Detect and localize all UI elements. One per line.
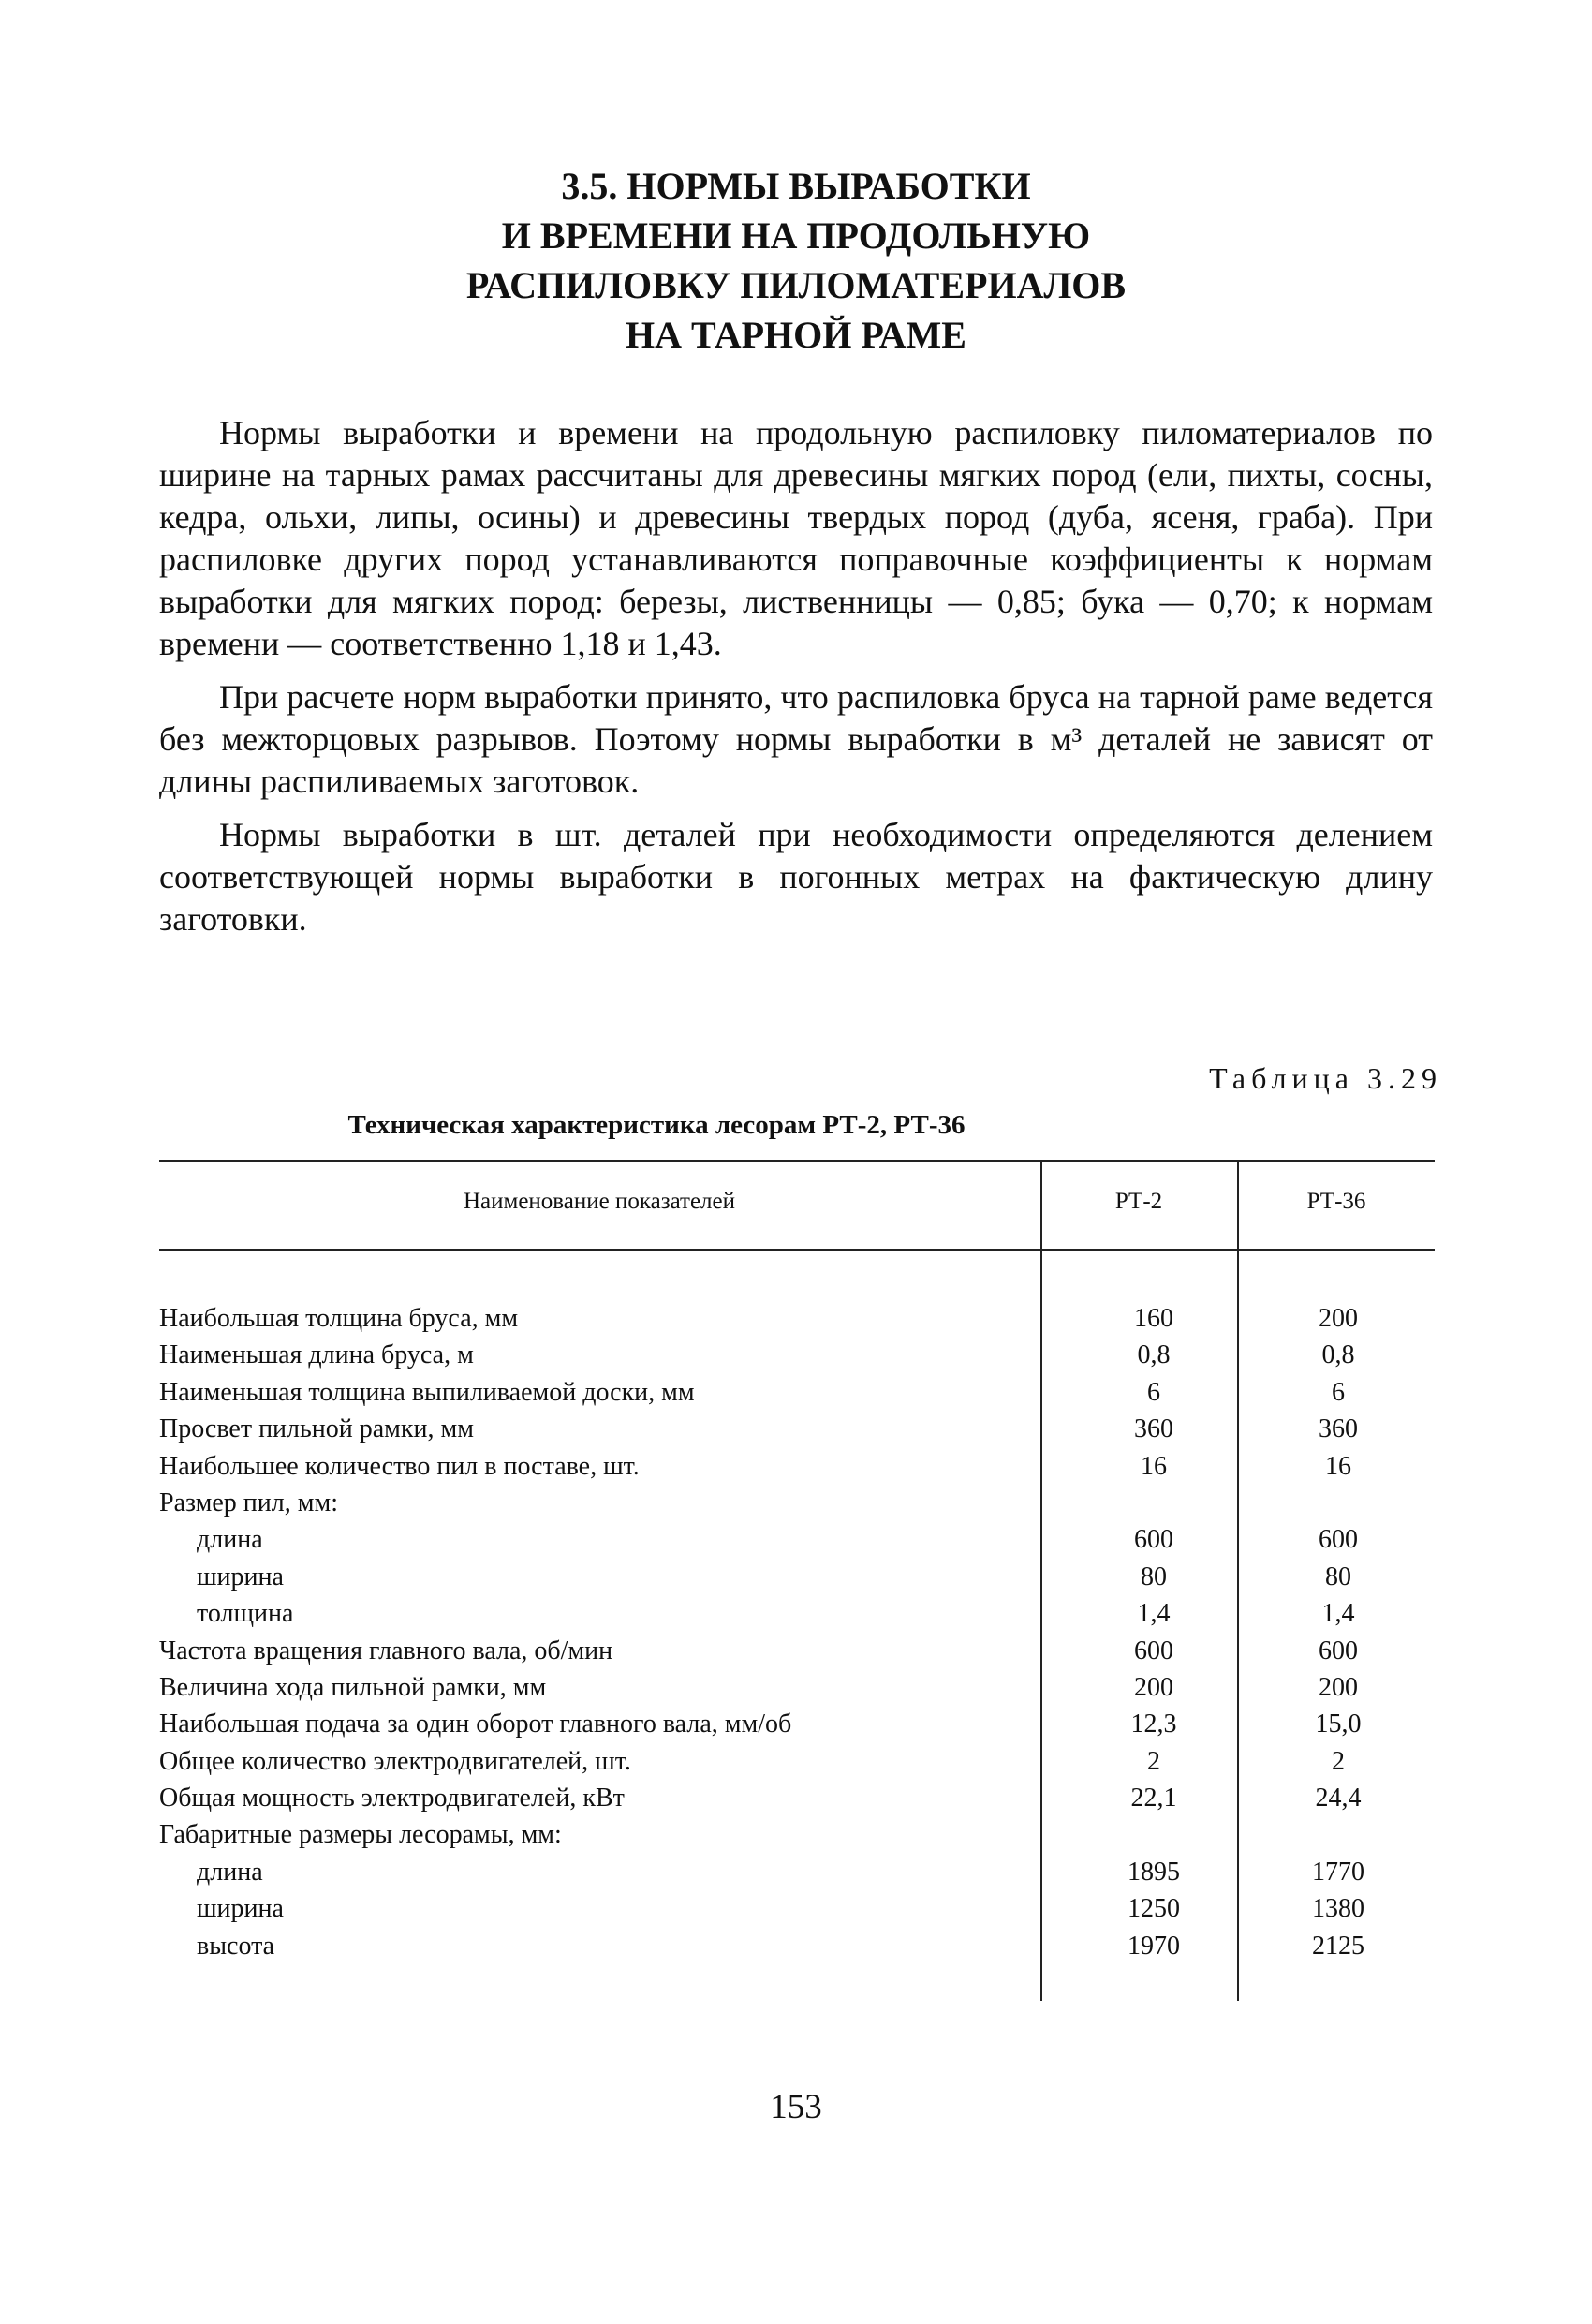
paragraph: Нормы выработки в шт. деталей при необходимости определяются делением соответствующей нормы выработки в погонных метрах на фактическую длину заготовки. xyxy=(159,816,1433,938)
value-rt36: 1770 xyxy=(1312,1857,1364,1887)
body-text xyxy=(159,412,1433,952)
row-label: Наибольшая подача за один оборот главного вала, мм/об xyxy=(159,1710,792,1739)
value-rt2: 600 xyxy=(1134,1525,1173,1555)
row-label: Наименьшая толщина выпиливаемой доски, мм xyxy=(159,1377,695,1407)
value-rt36: 2125 xyxy=(1312,1931,1364,1961)
value-rt2: 2 xyxy=(1147,1746,1160,1776)
value-rt2: 6 xyxy=(1147,1377,1160,1407)
row-label: Наибольшее количество пил в поставе, шт. xyxy=(159,1451,640,1481)
table-row xyxy=(159,1743,1435,1780)
row-label: Общее количество электродвигателей, шт. xyxy=(159,1746,631,1776)
heading-line: 3.5. НОРМЫ ВЫРАБОТКИ xyxy=(561,165,1031,207)
value-rt36: 24,4 xyxy=(1315,1784,1362,1813)
table-body xyxy=(159,1300,1435,1964)
row-label: длина xyxy=(197,1857,263,1887)
value-rt2: 600 xyxy=(1134,1636,1173,1665)
value-rt2: 1970 xyxy=(1128,1931,1180,1961)
table-row xyxy=(159,1595,1435,1632)
heading-line: НА ТАРНОЙ РАМЕ xyxy=(626,314,966,356)
heading-line: И ВРЕМЕНИ НА ПРОДОЛЬНУЮ xyxy=(501,215,1091,257)
row-label: Частота вращения главного вала, об/мин xyxy=(159,1636,613,1665)
value-rt36: 2 xyxy=(1332,1746,1345,1776)
row-label: ширина xyxy=(197,1894,284,1924)
header-rt2: РТ-2 xyxy=(1114,1189,1163,1214)
table-caption: Техническая характеристика лесорам РТ-2, РТ-36 xyxy=(347,1110,966,1140)
value-rt2: 16 xyxy=(1141,1451,1167,1481)
table-row xyxy=(159,1411,1435,1447)
header-rt36: РТ-36 xyxy=(1306,1189,1366,1214)
value-rt2: 80 xyxy=(1141,1562,1167,1591)
table-row xyxy=(159,1890,1435,1927)
value-rt2: 1895 xyxy=(1128,1857,1180,1887)
value-rt36: 0,8 xyxy=(1321,1340,1355,1370)
paragraph: При расчете норм выработки принято, что распиловка бруса на тарной раме ведется без межторцовых разрывов. Поэтому нормы выработки в м³ деталей не зависят от длины распиливаемых заготовок. xyxy=(159,678,1433,800)
heading-line: РАСПИЛОВКУ ПИЛОМАТЕРИАЛОВ xyxy=(465,264,1127,306)
value-rt36: 600 xyxy=(1319,1636,1358,1665)
table-row xyxy=(159,1521,1435,1558)
value-rt2: 22,1 xyxy=(1130,1784,1177,1813)
table-row xyxy=(159,1780,1435,1816)
row-label: ширина xyxy=(197,1562,284,1591)
value-rt2: 12,3 xyxy=(1130,1710,1177,1739)
table-top-rule xyxy=(159,1160,1435,1162)
row-label: высота xyxy=(197,1931,275,1961)
row-label: Общая мощность электродвигателей, кВт xyxy=(159,1784,625,1813)
row-label: Наименьшая длина бруса, м xyxy=(159,1340,474,1370)
table-row xyxy=(159,1448,1435,1485)
table-header-rule xyxy=(159,1249,1435,1251)
value-rt36: 1380 xyxy=(1312,1894,1364,1924)
value-rt36: 15,0 xyxy=(1315,1710,1362,1739)
value-rt36: 6 xyxy=(1332,1377,1345,1407)
section-heading xyxy=(0,161,1592,360)
table-row xyxy=(159,1559,1435,1595)
table-row xyxy=(159,1300,1435,1337)
page-number: 153 xyxy=(770,2088,822,2126)
table-row xyxy=(159,1337,1435,1373)
row-label: Наибольшая толщина бруса, мм xyxy=(159,1304,519,1333)
value-rt2: 200 xyxy=(1134,1672,1173,1702)
table-row xyxy=(159,1816,1435,1853)
row-label: Размер пил, мм: xyxy=(159,1488,338,1517)
table-row xyxy=(159,1485,1435,1521)
table-row xyxy=(159,1928,1435,1964)
value-rt2: 160 xyxy=(1134,1304,1173,1333)
row-label: Просвет пильной рамки, мм xyxy=(159,1414,474,1444)
value-rt2: 1250 xyxy=(1128,1894,1180,1924)
value-rt36: 360 xyxy=(1319,1414,1358,1444)
row-label: Габаритные размеры лесорамы, мм: xyxy=(159,1820,562,1850)
paragraph: Нормы выработки и времени на продольную распиловку пиломатериалов по ширине на тарных рамах рассчитаны для древесины мягких пород (ели, пихты, сосны, кедра, ольхи, липы, осины) и древесины твердых пород (дуба, ясеня, граба). При распиловке других пород устанавливаются поправочные коэффициенты к нормам выработки для мягких пород: березы, лиственницы — 0,85; бука — 0,70; к нормам времени — соответственно 1,18 и 1,43. xyxy=(159,414,1433,662)
value-rt36: 1,4 xyxy=(1321,1599,1355,1629)
value-rt36: 200 xyxy=(1319,1672,1358,1702)
value-rt36: 200 xyxy=(1319,1304,1358,1333)
table-number: Таблица 3.29 xyxy=(1209,1061,1442,1095)
table-row xyxy=(159,1669,1435,1706)
value-rt2: 0,8 xyxy=(1137,1340,1171,1370)
row-label: длина xyxy=(197,1525,263,1555)
row-label: Величина хода пильной рамки, мм xyxy=(159,1672,547,1702)
table-row xyxy=(159,1374,1435,1411)
table-row xyxy=(159,1854,1435,1890)
value-rt36: 16 xyxy=(1325,1451,1351,1481)
value-rt36: 80 xyxy=(1325,1562,1351,1591)
table-row xyxy=(159,1633,1435,1669)
value-rt36: 600 xyxy=(1319,1525,1358,1555)
row-label: толщина xyxy=(197,1599,294,1629)
header-name: Наименование показателей xyxy=(463,1189,736,1214)
value-rt2: 360 xyxy=(1134,1414,1173,1444)
value-rt2: 1,4 xyxy=(1137,1599,1171,1629)
table-row xyxy=(159,1706,1435,1742)
